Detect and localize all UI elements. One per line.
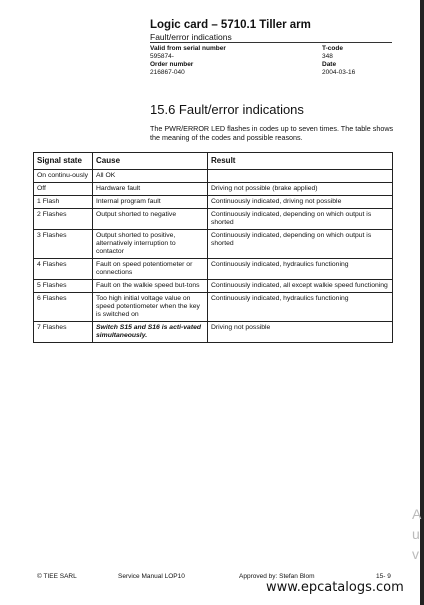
table-row — [34, 259, 393, 280]
table-row — [34, 209, 393, 230]
footer-approved: Approved by: Stefan Blom — [239, 573, 315, 580]
signal-cell: On continu-ously — [34, 170, 93, 183]
footer-company: © TIEE SARL — [37, 573, 77, 580]
footer-manual: Service Manual LOP10 — [118, 573, 185, 580]
cause-cell: All OK — [93, 170, 208, 183]
cause-cell: Hardware fault — [93, 183, 208, 196]
cause-cell: Switch S15 and S16 is acti-vated simultaneously. — [93, 322, 208, 343]
signal-cell: 2 Flashes — [34, 209, 93, 230]
col-header-cause: Cause — [93, 153, 208, 170]
signal-cell: 7 Flashes — [34, 322, 93, 343]
cause-cell: Too high initial voltage value on speed potentiometer when the key is switched on — [93, 293, 208, 322]
meta-left — [150, 45, 226, 77]
signal-cell: 3 Flashes — [34, 230, 93, 259]
col-header-signal: Signal state — [34, 153, 93, 170]
footer-page-number: 15- 9 — [376, 573, 391, 580]
cause-cell: Fault on speed potentiometer or connections — [93, 259, 208, 280]
cause-cell: Internal program fault — [93, 196, 208, 209]
tcode-label: T-code — [322, 45, 343, 52]
signal-cell: Off — [34, 183, 93, 196]
meta-right — [322, 45, 355, 77]
tcode-value: 348 — [322, 53, 333, 60]
header-title: Logic card – 5710.1 Tiller arm — [150, 19, 311, 31]
watermark-link[interactable]: www.epcatalogs.com — [266, 580, 404, 595]
table-row — [34, 322, 393, 343]
table-row — [34, 183, 393, 196]
result-cell: Driving not possible — [208, 322, 393, 343]
section-title: 15.6 Fault/error indications — [150, 102, 304, 117]
header-rule — [150, 42, 392, 43]
table-row — [34, 230, 393, 259]
result-cell: Continuously indicated, depending on which output is shorted — [208, 209, 393, 230]
cause-cell: Output shorted to negative — [93, 209, 208, 230]
section-intro: The PWR/ERROR LED flashes in codes up to seven times. The table shows the meaning of the codes and possible reasons. — [150, 124, 394, 142]
valid-label: Valid from serial number — [150, 45, 226, 52]
table-header-row — [34, 153, 393, 170]
table-row — [34, 280, 393, 293]
order-label: Order number — [150, 61, 194, 68]
ghost-glyph: u — [412, 526, 420, 542]
table-row — [34, 196, 393, 209]
ghost-glyph: A — [412, 506, 422, 522]
cause-cell: Output shorted to positive, alternatively interruption to contactor — [93, 230, 208, 259]
table-row — [34, 170, 393, 183]
valid-value: 595874- — [150, 53, 174, 60]
result-cell: Continuously indicated, depending on which output is shorted — [208, 230, 393, 259]
fault-table — [33, 152, 393, 343]
date-label: Date — [322, 61, 337, 68]
result-cell: Continuously indicated, driving not possible — [208, 196, 393, 209]
result-cell: Continuously indicated, hydraulics functioning — [208, 293, 393, 322]
cause-cell: Fault on the walkie speed but-tons — [93, 280, 208, 293]
result-cell: Driving not possible (brake applied) — [208, 183, 393, 196]
header-subtitle: Fault/error indications — [150, 32, 232, 42]
signal-cell: 6 Flashes — [34, 293, 93, 322]
result-cell: Continuously indicated, all except walkie speed functioning — [208, 280, 393, 293]
result-cell: Continuously indicated, hydraulics functioning — [208, 259, 393, 280]
table-row — [34, 293, 393, 322]
ghost-glyph: v — [412, 546, 419, 562]
signal-cell: 5 Flashes — [34, 280, 93, 293]
result-cell — [208, 170, 393, 183]
date-value: 2004-03-16 — [322, 69, 356, 76]
col-header-result: Result — [208, 153, 393, 170]
signal-cell: 4 Flashes — [34, 259, 93, 280]
signal-cell: 1 Flash — [34, 196, 93, 209]
order-value: 216867-040 — [150, 69, 185, 76]
